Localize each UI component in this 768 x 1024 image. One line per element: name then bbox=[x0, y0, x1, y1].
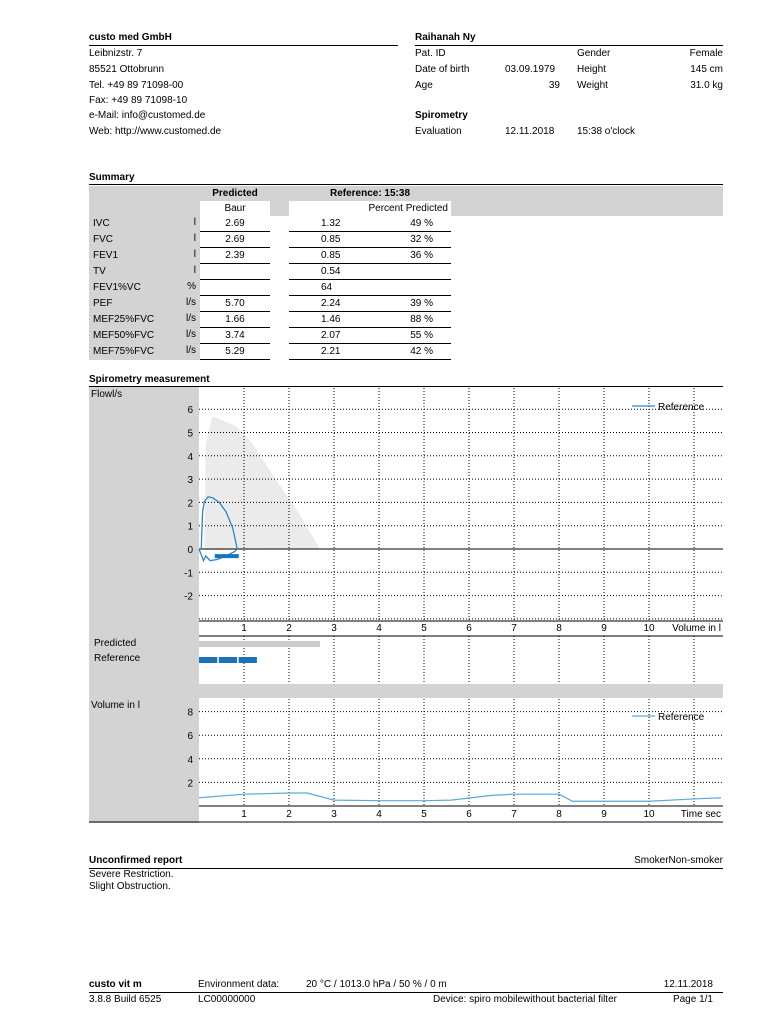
flow-axis-label: Flowl/s bbox=[91, 389, 123, 400]
reference-bar-segment bbox=[239, 657, 257, 663]
param-unit: l bbox=[193, 248, 196, 260]
weight-label: Weight bbox=[577, 80, 608, 91]
report-line-2: Slight Obstruction. bbox=[89, 881, 171, 892]
param-label: FEV1 bbox=[93, 250, 119, 261]
flow-y-tick: 0 bbox=[187, 545, 193, 556]
flow-x-axis-label: Volume in l bbox=[672, 623, 721, 634]
height-value: 145 cm bbox=[690, 64, 723, 75]
weight-value: 31.0 kg bbox=[690, 80, 723, 91]
flow-x-tick: 7 bbox=[511, 623, 517, 634]
percent-value: 49 % bbox=[379, 216, 451, 232]
volume-x-tick: 5 bbox=[421, 809, 427, 820]
volume-x-tick: 10 bbox=[643, 809, 655, 820]
dob-value: 03.09.1979 bbox=[505, 64, 556, 75]
dob-label: Date of birth bbox=[415, 64, 470, 75]
company-web: Web: http://www.customed.de bbox=[89, 126, 222, 137]
age-label: Age bbox=[415, 80, 433, 91]
reference-value: 1.46 bbox=[289, 312, 379, 328]
volume-x-tick: 8 bbox=[556, 809, 562, 820]
reference-value: 0.85 bbox=[289, 232, 379, 248]
param-unit: l/s bbox=[186, 344, 196, 356]
footer-build: 3.8.8 Build 6525 bbox=[89, 994, 162, 1005]
report-title: Unconfirmed report bbox=[89, 855, 183, 866]
flow-x-tick: 9 bbox=[601, 623, 607, 634]
flow-y-tick: 2 bbox=[187, 498, 193, 510]
summary-title: Summary bbox=[89, 172, 135, 183]
flow-x-tick: 1 bbox=[241, 623, 247, 634]
report-line-1: Severe Restriction. bbox=[89, 869, 174, 880]
reference-bar-segment bbox=[199, 657, 217, 663]
volume-x-tick: 2 bbox=[286, 809, 292, 820]
reference-value: 64 bbox=[289, 280, 379, 296]
volume-axis-title: Volume in l bbox=[91, 700, 140, 711]
volume-legend-label: Reference bbox=[658, 712, 705, 723]
footer-page: Page 1/1 bbox=[672, 994, 713, 1005]
flow-y-tick: 3 bbox=[187, 475, 193, 487]
volume-x-tick: 7 bbox=[511, 809, 517, 820]
evaluation-date: 12.11.2018 bbox=[505, 126, 555, 137]
footer-product: custo vit m bbox=[89, 979, 142, 990]
tidal-marker bbox=[215, 554, 239, 558]
flow-y-tick: -1 bbox=[184, 568, 193, 580]
param-unit: % bbox=[187, 280, 196, 292]
smoker-status: SmokerNon-smoker bbox=[634, 855, 723, 866]
predicted-value: 3.74 bbox=[200, 328, 270, 344]
reference-value: 2.21 bbox=[289, 344, 379, 360]
percent-value: 39 % bbox=[379, 296, 451, 312]
patient-name: Raihanah Ny bbox=[415, 32, 476, 43]
percent-value: 36 % bbox=[379, 248, 451, 264]
volume-x-tick: 1 bbox=[241, 809, 247, 820]
reference-value: 0.85 bbox=[289, 248, 379, 264]
volume-y-tick: 8 bbox=[187, 707, 193, 719]
age-value: 39 bbox=[548, 80, 560, 91]
volume-x-tick: 3 bbox=[331, 809, 337, 820]
predicted-value: 2.39 bbox=[200, 248, 270, 264]
param-unit: l bbox=[193, 217, 196, 228]
footer-lc: LC00000000 bbox=[198, 994, 256, 1005]
predicted-value: 1.66 bbox=[200, 312, 270, 328]
flow-y-tick: 1 bbox=[187, 521, 193, 533]
flow-y-tick: 5 bbox=[187, 428, 193, 440]
company-city: 85521 Ottobrunn bbox=[89, 64, 165, 75]
flow-y-tick: 6 bbox=[187, 405, 193, 417]
volume-x-tick: 6 bbox=[466, 809, 472, 820]
percent-value: 55 % bbox=[379, 328, 451, 344]
flow-x-tick: 4 bbox=[376, 623, 382, 634]
footer-env-value: 20 °C / 1013.0 hPa / 50 % / 0 m bbox=[306, 979, 447, 990]
volume-x-tick: 9 bbox=[601, 809, 607, 820]
reference-bar-label: Reference bbox=[94, 653, 141, 664]
company-street: Leibnizstr. 7 bbox=[89, 48, 143, 59]
evaluation-time: 15:38 o'clock bbox=[577, 126, 636, 137]
param-label: MEF75%FVC bbox=[93, 346, 155, 357]
spirometry-heading: Spirometry bbox=[415, 110, 468, 121]
height-label: Height bbox=[577, 64, 606, 75]
predicted-value: 5.29 bbox=[200, 344, 270, 360]
company-fax: Fax: +49 89 71098-10 bbox=[89, 95, 188, 106]
company-name: custo med GmbH bbox=[89, 32, 172, 43]
reference-value: 0.54 bbox=[289, 264, 379, 280]
footer-env-label: Environment data: bbox=[198, 979, 280, 990]
param-label: MEF50%FVC bbox=[93, 330, 155, 341]
param-unit: l/s bbox=[186, 312, 196, 324]
gender-label: Gender bbox=[577, 48, 611, 59]
flow-x-tick: 2 bbox=[286, 623, 292, 634]
volume-y-tick: 4 bbox=[187, 754, 193, 766]
company-email: e-Mail: info@customed.de bbox=[89, 110, 206, 121]
company-tel: Tel. +49 89 71098-00 bbox=[89, 80, 184, 91]
param-label: FEV1%VC bbox=[93, 282, 141, 293]
param-label: IVC bbox=[93, 218, 110, 230]
flow-y-tick: -2 bbox=[184, 591, 193, 603]
predicted-bar bbox=[199, 641, 320, 647]
sub-predicted: Baur bbox=[200, 201, 270, 216]
footer-date: 12.11.2018 bbox=[663, 979, 713, 990]
flow-x-tick: 3 bbox=[331, 623, 337, 634]
predicted-value: 2.69 bbox=[200, 216, 270, 232]
gender-value: Female bbox=[689, 48, 723, 59]
volume-y-tick: 2 bbox=[187, 778, 193, 790]
evaluation-label: Evaluation bbox=[415, 126, 462, 137]
reference-value: 1.32 bbox=[289, 216, 379, 232]
param-unit: l/s bbox=[186, 328, 196, 340]
param-label: FVC bbox=[93, 234, 113, 245]
percent-value: 32 % bbox=[379, 232, 451, 248]
footer-device: Device: spiro mobilewithout bacterial filter bbox=[433, 994, 617, 1005]
volume-reference-curve bbox=[199, 793, 721, 801]
flow-x-tick: 10 bbox=[643, 623, 655, 634]
predicted-bar-label: Predicted bbox=[94, 638, 137, 649]
measurement-title: Spirometry measurement bbox=[89, 374, 210, 385]
param-unit: l/s bbox=[186, 296, 196, 308]
volume-x-axis-label: Time sec bbox=[680, 809, 721, 820]
param-label: MEF25%FVC bbox=[93, 314, 155, 325]
flow-x-tick: 5 bbox=[421, 623, 427, 634]
predicted-value: 5.70 bbox=[200, 296, 270, 312]
predicted-value: 2.69 bbox=[200, 232, 270, 248]
param-label: TV bbox=[93, 266, 106, 277]
sub-reference: Percent Predicted bbox=[289, 201, 451, 216]
reference-value: 2.24 bbox=[289, 296, 379, 312]
predicted-area bbox=[204, 416, 320, 550]
volume-y-tick: 6 bbox=[187, 731, 193, 743]
col-predicted: Predicted bbox=[200, 186, 270, 201]
volume-x-tick: 4 bbox=[376, 809, 382, 820]
reference-bar-segment bbox=[219, 657, 237, 663]
flow-x-tick: 6 bbox=[466, 623, 472, 634]
flow-legend-label: Reference bbox=[658, 402, 705, 413]
percent-value: 88 % bbox=[379, 312, 451, 328]
flow-y-tick: 4 bbox=[187, 451, 193, 463]
flow-x-tick: 8 bbox=[556, 623, 562, 634]
col-reference: Reference: 15:38 bbox=[289, 186, 451, 201]
footer-rule bbox=[89, 992, 723, 993]
report-rule bbox=[89, 868, 723, 869]
param-unit: l bbox=[193, 232, 196, 244]
percent-value: 42 % bbox=[379, 344, 451, 360]
param-unit: l bbox=[193, 264, 196, 276]
param-label: PEF bbox=[93, 298, 113, 309]
pat-id-label: Pat. ID bbox=[415, 48, 446, 59]
reference-value: 2.07 bbox=[289, 328, 379, 344]
